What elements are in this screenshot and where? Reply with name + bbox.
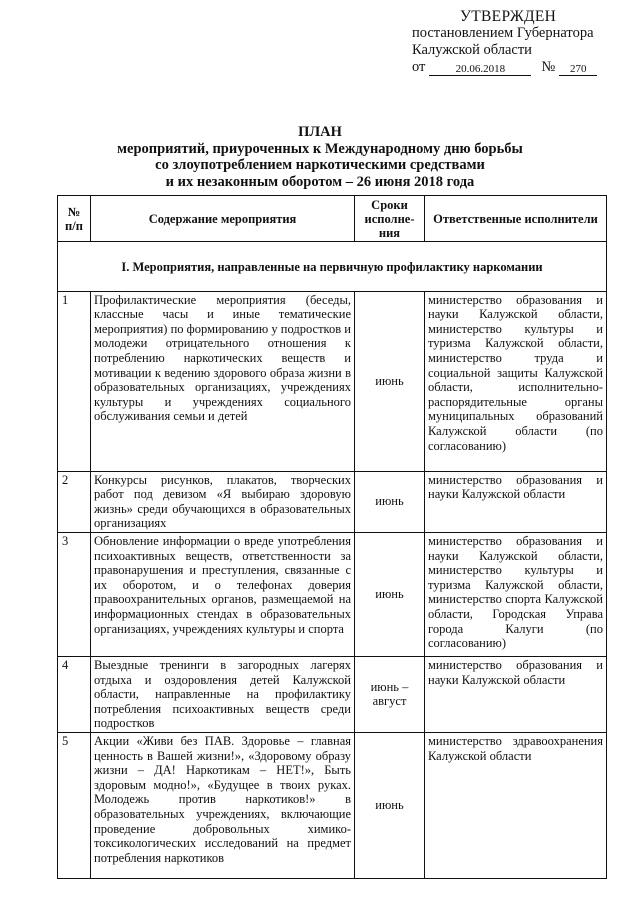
plan-table [57,195,607,879]
plan-title-block [60,124,580,190]
table-row [58,656,607,732]
approval-date: 20.06.2018 [429,63,531,76]
row-responsible: министерство образования и науки Калужской области [425,471,607,532]
row-content: Выездные тренинги в загородных лагерях отдыха и оздоровления детей Калужской области, направленные на профилактику потребления психоактивных веществ среди подростков [91,656,355,732]
row-responsible: министерство образования и науки Калужской области, министерство культуры и туризма Калужской области, министерство труда и социальной защиты Калужской области, исполнительно-распорядительные органы муниципальных образований Калужской области (по согласованию) [425,291,607,471]
table-header-row [58,196,607,242]
section-title: I. Мероприятия, направленные на первичную профилактику наркомании [58,242,607,292]
row-term: июнь [355,732,425,878]
plan-subtitle-2: со злоупотреблением наркотическими средствами [155,157,485,173]
row-number: 4 [58,656,91,732]
header-terms: Сроки исполне-ния [355,196,425,242]
row-content: Обновление информации о вреде употребления психоактивных веществ, ответственности за правонарушения и преступления, связанные с их оборотом, и о телефонах доверия правоохранительных органов, размещаемой на информационных стендах в образовательных организациях, учреждениях культуры и спорта [91,532,355,656]
row-responsible: министерство здравоохранения Калужской области [425,732,607,878]
row-number: 1 [58,291,91,471]
row-content: Акции «Живи без ПАВ. Здоровье – главная ценность в Вашей жизни!», «Здоровому образу жизни – ДА! Наркотикам – НЕТ!», Быть здоровым модно!», «Будущее в твоих руках. Молодежь против наркотиков!» в образовательных учреждениях, включающие проведение добровольных химико-токсикологических исследований на предмет потребления наркотиков [91,732,355,878]
row-responsible: министерство образования и науки Калужской области [425,656,607,732]
row-number: 3 [58,532,91,656]
row-number: 2 [58,471,91,532]
row-content: Конкурсы рисунков, плакатов, творческих работ под девизом «Я выбираю здоровую жизнь» среди обучающихся в образовательных организациях [91,471,355,532]
header-responsible: Ответственные исполнители [425,196,607,242]
table-row [58,732,607,878]
header-num: № п/п [58,196,91,242]
plan-title: ПЛАН [298,124,342,140]
number-label: № [541,59,556,75]
approval-title: УТВЕРЖДЕН [460,8,557,25]
row-term: июнь – август [355,656,425,732]
approval-date-row [412,59,622,76]
row-number: 5 [58,732,91,878]
row-content: Профилактические мероприятия (беседы, классные часы и иные тематические мероприятия) по формированию у подростков и молодежи отрицательного отношения к потреблению наркотических веществ и мотивации к ведению здорового образа жизни в образовательных организациях, учреждениях культуры и учреждениях социального обслуживания семьи и детей [91,291,355,471]
row-term: июнь [355,532,425,656]
row-term: июнь [355,471,425,532]
approval-number: 270 [559,63,597,76]
table-row [58,471,607,532]
table-row [58,291,607,471]
row-term: июнь [355,291,425,471]
plan-subtitle-3: и их незаконным оборотом – 26 июня 2018 года [165,173,475,190]
approval-line-2: Калужской области [412,42,532,58]
plan-subtitle-1: мероприятий, приуроченных к Международному дню борьбы [117,140,523,157]
approval-block [412,8,622,76]
row-responsible: министерство образования и науки Калужской области, министерство культуры и туризма Калужской области, министерство спорта Калужской области, Городская Управа города Калуги (по согласованию) [425,532,607,656]
from-label: от [412,59,426,75]
header-content: Содержание мероприятия [91,196,355,242]
section-row [58,242,607,292]
table-row [58,532,607,656]
approval-line-1: постановлением Губернатора [412,25,594,41]
